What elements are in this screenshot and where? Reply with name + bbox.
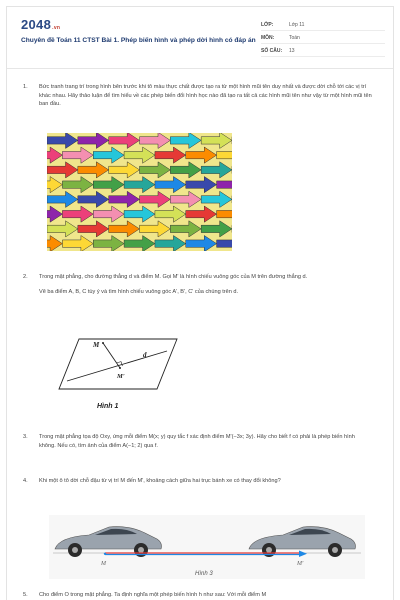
- plane-parallelogram: [59, 339, 177, 389]
- question-number: 4.: [23, 478, 28, 484]
- question-4: [23, 477, 373, 486]
- label-m-prime: M': [297, 561, 304, 567]
- point-m-prime: [119, 367, 121, 369]
- meta-value: 13: [289, 47, 295, 54]
- document-meta: [261, 19, 385, 57]
- question-5: [23, 591, 373, 600]
- arrow-tessellation-image: [47, 133, 232, 251]
- question-3: [23, 433, 373, 450]
- label-m-prime: M': [117, 373, 125, 380]
- meta-value: Lớp 11: [289, 21, 305, 28]
- question-2: [23, 273, 373, 296]
- question-subtext: Vẽ ba điểm A, B, C tùy ý và tìm hình chiếu vuông góc A', B', C' của chúng trên d.: [39, 288, 239, 295]
- question-text: Cho điểm O trong mặt phẳng. Ta định nghĩa một phép biến hình h như sau: Với mỗi điểm M: [39, 592, 267, 598]
- label-m: M: [93, 341, 100, 349]
- question-number: 5.: [23, 592, 28, 598]
- question-text: Trong mặt phẳng tọa độ Oxy, ứng mỗi điểm M(x; y) quy tắc f xác định điểm M'(−3x; 3y). Hãy cho biết f có phải là phép biến hình không. Nếu có, tìm ảnh của điểm A(−1; 2) qua f.: [39, 434, 355, 449]
- figure-1-projection: [57, 335, 187, 411]
- document-page: [6, 6, 394, 600]
- question-number: 2.: [23, 274, 28, 280]
- meta-row-subject: [261, 32, 385, 44]
- meta-row-class: [261, 19, 385, 31]
- site-logo[interactable]: 2048.vn: [21, 17, 61, 32]
- question-text: Khi một ô tô dời chỗ đậu từ vị trí M đến M', khoảng cách giữa hai trục bánh xe có thay đổi không?: [39, 478, 281, 484]
- meta-key: SỐ CÂU:: [261, 47, 283, 54]
- question-1: [23, 83, 373, 109]
- label-d: d: [143, 351, 147, 359]
- meta-key: MÔN:: [261, 34, 275, 41]
- page-title: Chuyên đề Toán 11 CTST Bài 1. Phép biến hình và phép dời hình có đáp án: [21, 37, 256, 44]
- figure-3-cars: [49, 515, 365, 579]
- point-m: [102, 342, 104, 344]
- question-number: 3.: [23, 434, 28, 440]
- meta-key: LỚP:: [261, 21, 274, 28]
- label-m: M: [101, 561, 106, 567]
- question-text: Trong mặt phẳng, cho đường thẳng d và điểm M. Gọi M' là hình chiếu vuông góc của M trên đường thẳng d.: [39, 274, 308, 280]
- figure-caption: Hình 1: [97, 403, 119, 410]
- figure-caption: Hình 3: [195, 571, 213, 577]
- meta-value: Toán: [289, 34, 300, 41]
- point-m: [104, 553, 106, 555]
- question-number: 1.: [23, 84, 28, 90]
- document-header: [7, 7, 393, 69]
- question-text: Bức tranh trang trí trong hình bên trước khi tô màu thực chất được tạo ra từ một hình mũi tên duy nhất và được dời chỗ tới các vị trí khác nhau. Hãy thảo luận để tìm hiểu về các phép biến đổi hình học nào đã tạo ra tất cả các hình mũi tên như vậy từ một hình mũi tên ban đầu.: [39, 84, 372, 108]
- perpendicular-segment: [103, 343, 120, 368]
- meta-row-count: [261, 45, 385, 57]
